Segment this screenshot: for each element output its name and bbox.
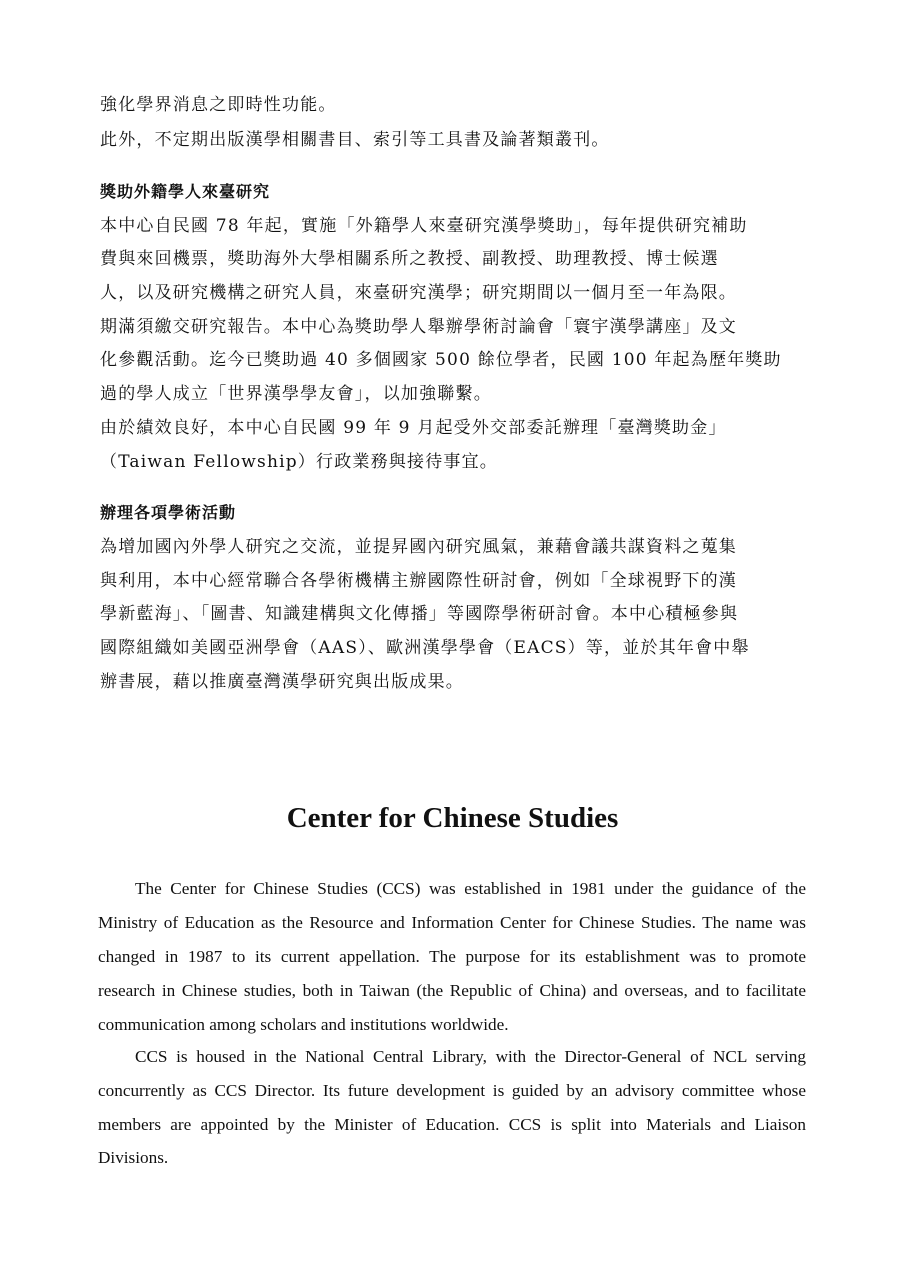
intro-line: 強化學界消息之即時性功能。	[100, 95, 337, 115]
activities-line: 國際組織如美國亞洲學會（AAS）、歐洲漢學學會（EACS）等，並於其年會中舉	[100, 638, 750, 658]
english-p2-line: CCS is housed in the National Central Library, with the Director-General of NCL serving	[135, 1047, 806, 1066]
section-heading-grants: 獎助外籍學人來臺研究	[100, 182, 271, 201]
intro-line: 此外，不定期出版漢學相關書目、索引等工具書及論著類叢刊。	[100, 130, 610, 150]
activities-line: 與利用，本中心經常聯合各學術機構主辦國際性研討會，例如「全球視野下的漢	[100, 571, 737, 591]
activities-line: 辦書展，藉以推廣臺灣漢學研究與出版成果。	[100, 672, 464, 692]
english-p1-line: changed in 1987 to its current appellation. The purpose for its establishment was to promote	[98, 947, 806, 966]
english-p2-line: Divisions.	[98, 1148, 169, 1167]
grants-line: 費與來回機票，獎助海外大學相關系所之教授、副教授、助理教授、博士候選	[100, 249, 719, 269]
grants-line: 人，以及研究機構之研究人員，來臺研究漢學；研究期間以一個月至一年為限。	[100, 283, 737, 303]
activities-line: 為增加國內外學人研究之交流，並提昇國內研究風氣，兼藉會議共謀資料之蒐集	[100, 537, 737, 557]
english-p2-line: concurrently as CCS Director. Its future development is guided by an advisory committee whose	[98, 1081, 806, 1100]
grants-line: 由於績效良好，本中心自民國 99 年 9 月起受外交部委託辦理「臺灣獎助金」	[100, 418, 727, 438]
section-heading-activities: 辦理各項學術活動	[100, 503, 237, 522]
grants-line: 過的學人成立「世界漢學學友會」，以加強聯繫。	[100, 384, 492, 404]
grants-line: （Taiwan Fellowship）行政業務與接待事宜。	[100, 452, 499, 472]
activities-line: 學新藍海」、「圖書、知識建構與文化傳播」等國際學術研討會。本中心積極參與	[100, 604, 739, 624]
english-p1-line: Ministry of Education as the Resource and Information Center for Chinese Studies. The name was	[98, 913, 806, 932]
english-p1-line: The Center for Chinese Studies (CCS) was established in 1981 under the guidance of the	[135, 879, 806, 898]
english-p2-line: members are appointed by the Minister of Education. CCS is split into Materials and Liaison	[98, 1115, 806, 1134]
grants-line: 本中心自民國 78 年起，實施「外籍學人來臺研究漢學獎助」，每年提供研究補助	[100, 216, 748, 236]
english-p1-line: communication among scholars and institutions worldwide.	[98, 1015, 509, 1034]
english-title: Center for Chinese Studies	[286, 802, 619, 834]
english-p1-line: research in Chinese studies, both in Taiwan (the Republic of China) and overseas, and to facilitate	[98, 981, 806, 1000]
grants-line: 期滿須繳交研究報告。本中心為獎助學人舉辦學術討論會「寰宇漢學講座」及文	[100, 317, 737, 337]
grants-line: 化參觀活動。迄今已獎助過 40 多個國家 500 餘位學者，民國 100 年起為歷年獎助	[100, 350, 782, 370]
